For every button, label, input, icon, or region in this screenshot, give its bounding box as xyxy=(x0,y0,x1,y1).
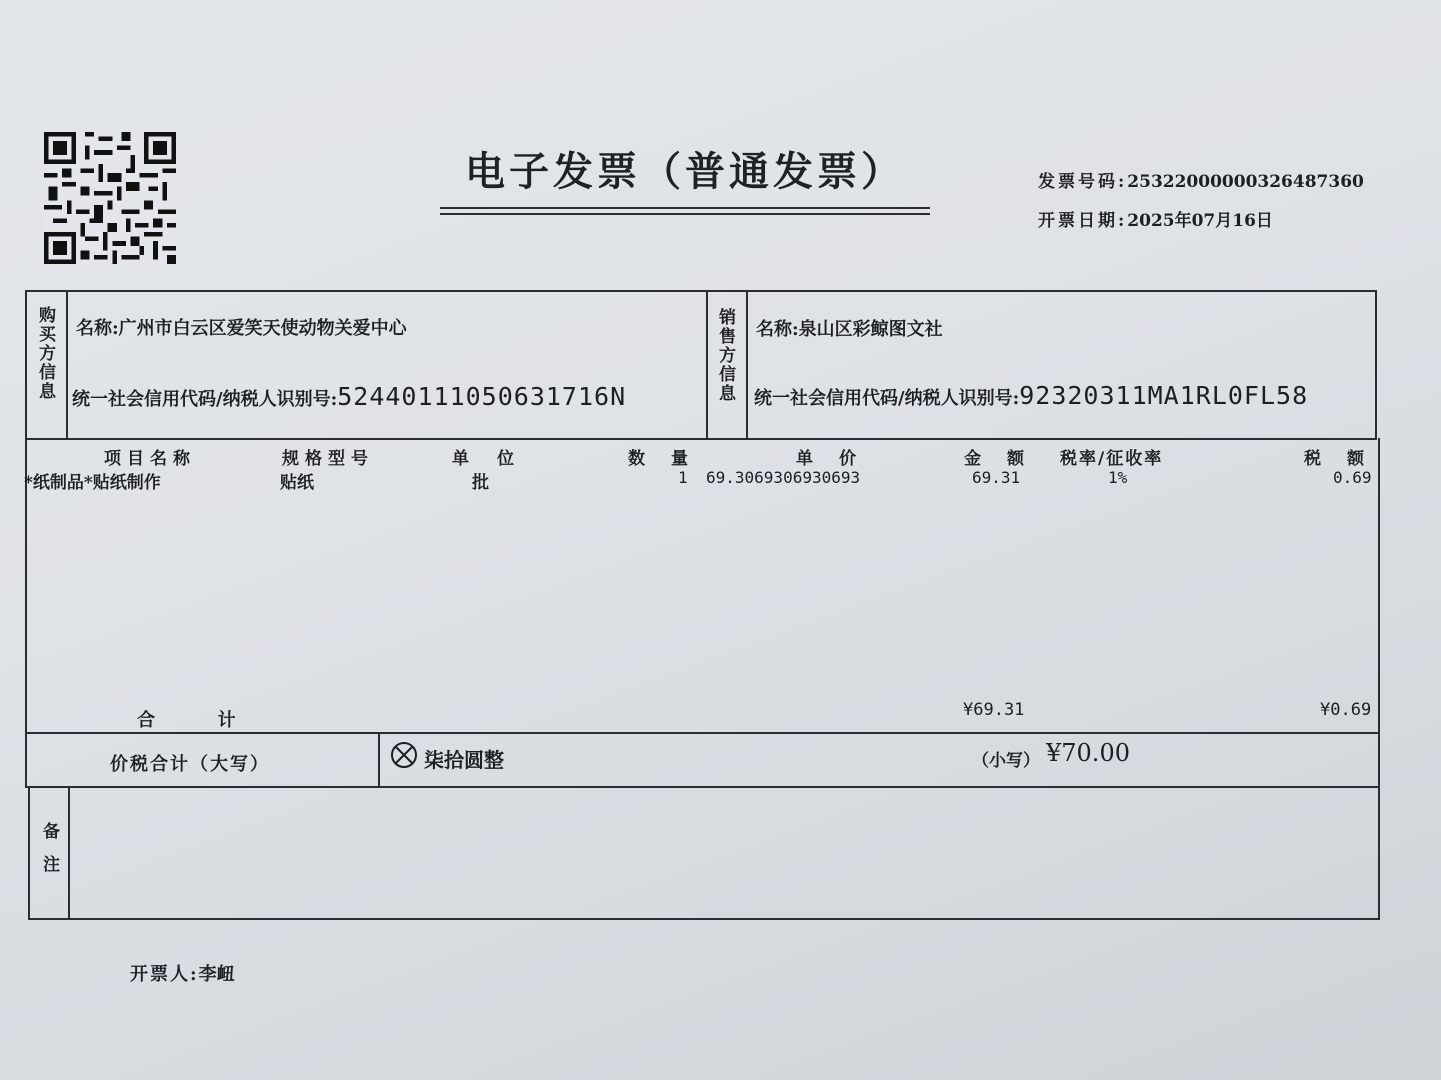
buyer-section-label: 购买方信息 xyxy=(35,306,55,401)
seller-name-label: 名称: xyxy=(756,319,799,340)
remarks-frame xyxy=(28,786,1380,920)
row-tax-rate: 1% xyxy=(1108,468,1128,487)
issue-date xyxy=(1038,206,1273,231)
grand-total-divider xyxy=(378,732,380,786)
remarks-label: 备注 xyxy=(39,822,59,888)
row-unit: 批 xyxy=(472,473,489,493)
seller-section-label: 销售方信息 xyxy=(715,308,735,403)
party-divider-left xyxy=(706,290,708,438)
remarks-divider xyxy=(68,786,70,918)
small-total-value: ¥70.00 xyxy=(1046,739,1130,767)
buyer-name: 广州市白云区爱笑天使动物关爱中心 xyxy=(118,318,407,339)
qr-code-icon xyxy=(40,132,180,264)
buyer-name-row xyxy=(76,314,407,340)
header-spec: 规格型号 xyxy=(282,449,374,469)
header-tax-amount: 税额 xyxy=(1304,449,1390,469)
issue-date-label: 开票日期: xyxy=(1038,211,1128,231)
invoice-number-label: 发票号码: xyxy=(1038,172,1128,192)
seller-code: 92320311MA1RL0FL58 xyxy=(1019,381,1309,410)
small-total-label: （小写） xyxy=(972,751,1040,771)
issuer-label: 开票人: xyxy=(130,964,199,985)
seller-code-label: 统一社会信用代码/纳税人识别号: xyxy=(754,388,1020,409)
total-tax: ¥0.69 xyxy=(1320,700,1372,720)
row-quantity: 1 xyxy=(678,468,688,487)
row-tax-amount: 0.69 xyxy=(1333,468,1372,487)
invoice-number xyxy=(1038,167,1364,192)
row-unit-price: 69.3069306930693 xyxy=(706,468,861,487)
header-unit-price: 单价 xyxy=(796,449,882,469)
seller-name-row xyxy=(756,315,943,341)
issuer xyxy=(130,960,235,986)
title-underline xyxy=(440,207,930,209)
seller-code-row xyxy=(754,381,1308,410)
buyer-code-row xyxy=(72,382,626,411)
row-amount: 69.31 xyxy=(972,468,1021,487)
buyer-code-label: 统一社会信用代码/纳税人识别号: xyxy=(72,389,338,410)
invoice-title: 电子发票（普通发票） xyxy=(465,148,905,195)
title-underline-2 xyxy=(440,213,930,215)
items-frame xyxy=(25,438,1380,734)
party-section-frame xyxy=(25,290,1377,440)
party-divider-right xyxy=(746,290,748,438)
capital-total-label: 价税合计（大写） xyxy=(110,754,270,775)
capital-total-value: 柒拾圆整 xyxy=(424,748,504,772)
header-quantity: 数量 xyxy=(628,449,714,469)
total-label: 合 计 xyxy=(137,710,236,731)
issuer-name: 李衄 xyxy=(198,964,235,985)
invoice-number-value: 25322000000326487360 xyxy=(1127,172,1364,192)
buyer-code: 52440111050631716N xyxy=(337,382,627,411)
issue-date-value: 2025年07月16日 xyxy=(1127,211,1273,231)
seller-name: 泉山区彩鲸图文社 xyxy=(798,319,943,340)
buyer-name-label: 名称: xyxy=(76,318,119,339)
header-amount: 金额 xyxy=(964,449,1050,469)
buyer-label-divider xyxy=(66,290,68,438)
row-item-name: *纸制品*贴纸制作 xyxy=(24,473,161,493)
cross-circle-icon xyxy=(390,741,418,769)
total-amount: ¥69.31 xyxy=(963,700,1025,720)
header-item-name: 项目名称 xyxy=(104,449,196,469)
header-tax-rate: 税率/征收率 xyxy=(1060,449,1164,469)
header-unit: 单位 xyxy=(452,449,542,469)
row-spec: 贴纸 xyxy=(280,473,314,493)
